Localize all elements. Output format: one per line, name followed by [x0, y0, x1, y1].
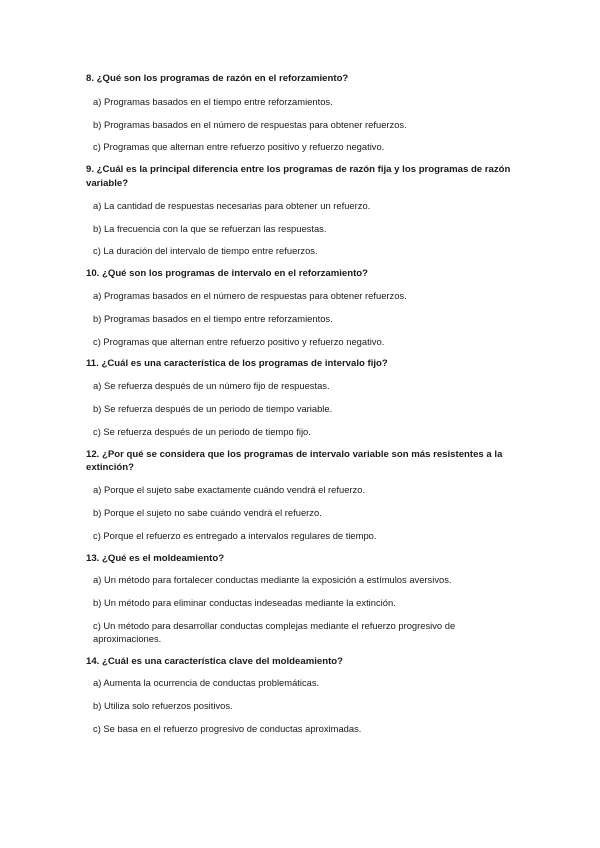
question-11: 11. ¿Cuál es una característica de los programas de intervalo fijo? [86, 358, 388, 370]
question-14-option-b: b) Utiliza solo refuerzos positivos. [93, 700, 233, 712]
question-8-option-a: a) Programas basados en el tiempo entre reforzamientos. [93, 95, 333, 107]
question-13-option-a: a) Un método para fortalecer conductas mediante la exposición a estímulos aversivos. [93, 574, 452, 586]
question-9-option-a: a) La cantidad de respuestas necesarias para obtener un refuerzo. [93, 199, 371, 211]
question-12: 12. ¿Por qué se considera que los programas de intervalo variable son más resistentes a la extinción? [86, 448, 503, 474]
question-11-option-c: c) Se refuerza después de un periodo de tiempo fijo. [93, 425, 311, 437]
question-8-option-c: c) Programas que alternan entre refuerzo positivo y refuerzo negativo. [93, 141, 385, 153]
question-9-option-c: c) La duración del intervalo de tiempo entre refuerzos. [93, 245, 318, 257]
question-12-option-c: c) Porque el refuerzo es entregado a intervalos regulares de tiempo. [93, 529, 377, 541]
question-8: 8. ¿Qué son los programas de razón en el reforzamiento? [86, 73, 349, 84]
question-13: 13. ¿Qué es el moldeamiento? [86, 552, 225, 564]
question-8-option-b: b) Programas basados en el número de respuestas para obtener refuerzos. [93, 118, 407, 130]
question-13-option-b: b) Un método para eliminar conductas indeseadas mediante la extinción. [93, 597, 396, 609]
question-list [86, 72, 522, 736]
question-14-option-c: c) Se basa en el refuerzo progresivo de conductas aproximadas. [93, 722, 362, 734]
question-10-option-b: b) Programas basados en el tiempo entre reforzamientos. [93, 312, 333, 324]
question-14: 14. ¿Cuál es una característica clave del moldeamiento? [86, 655, 344, 667]
question-10-option-a: a) Programas basados en el número de respuestas para obtener refuerzos. [93, 289, 407, 301]
question-12-option-b: b) Porque el sujeto no sabe cuándo vendrá el refuerzo. [93, 506, 322, 518]
question-9: 9. ¿Cuál es la principal diferencia entre los programas de razón fija y los programas de razón variable? [86, 164, 511, 189]
question-11-option-b: b) Se refuerza después de un periodo de tiempo variable. [93, 402, 333, 414]
question-9-option-b: b) La frecuencia con la que se refuerzan las respuestas. [93, 222, 327, 234]
question-10: 10. ¿Qué son los programas de intervalo en el reforzamiento? [86, 268, 369, 280]
question-10-option-c: c) Programas que alternan entre refuerzo positivo y refuerzo negativo. [93, 335, 385, 347]
question-12-option-a: a) Porque el sujeto sabe exactamente cuándo vendrá el refuerzo. [93, 484, 366, 496]
question-14-option-a: a) Aumenta la ocurrencia de conductas problemáticas. [93, 677, 320, 689]
question-13-option-c: c) Un método para desarrollar conductas complejas mediante el refuerzo progresivo de aproximaciones. [93, 619, 456, 644]
question-11-option-a: a) Se refuerza después de un número fijo de respuestas. [93, 380, 330, 392]
